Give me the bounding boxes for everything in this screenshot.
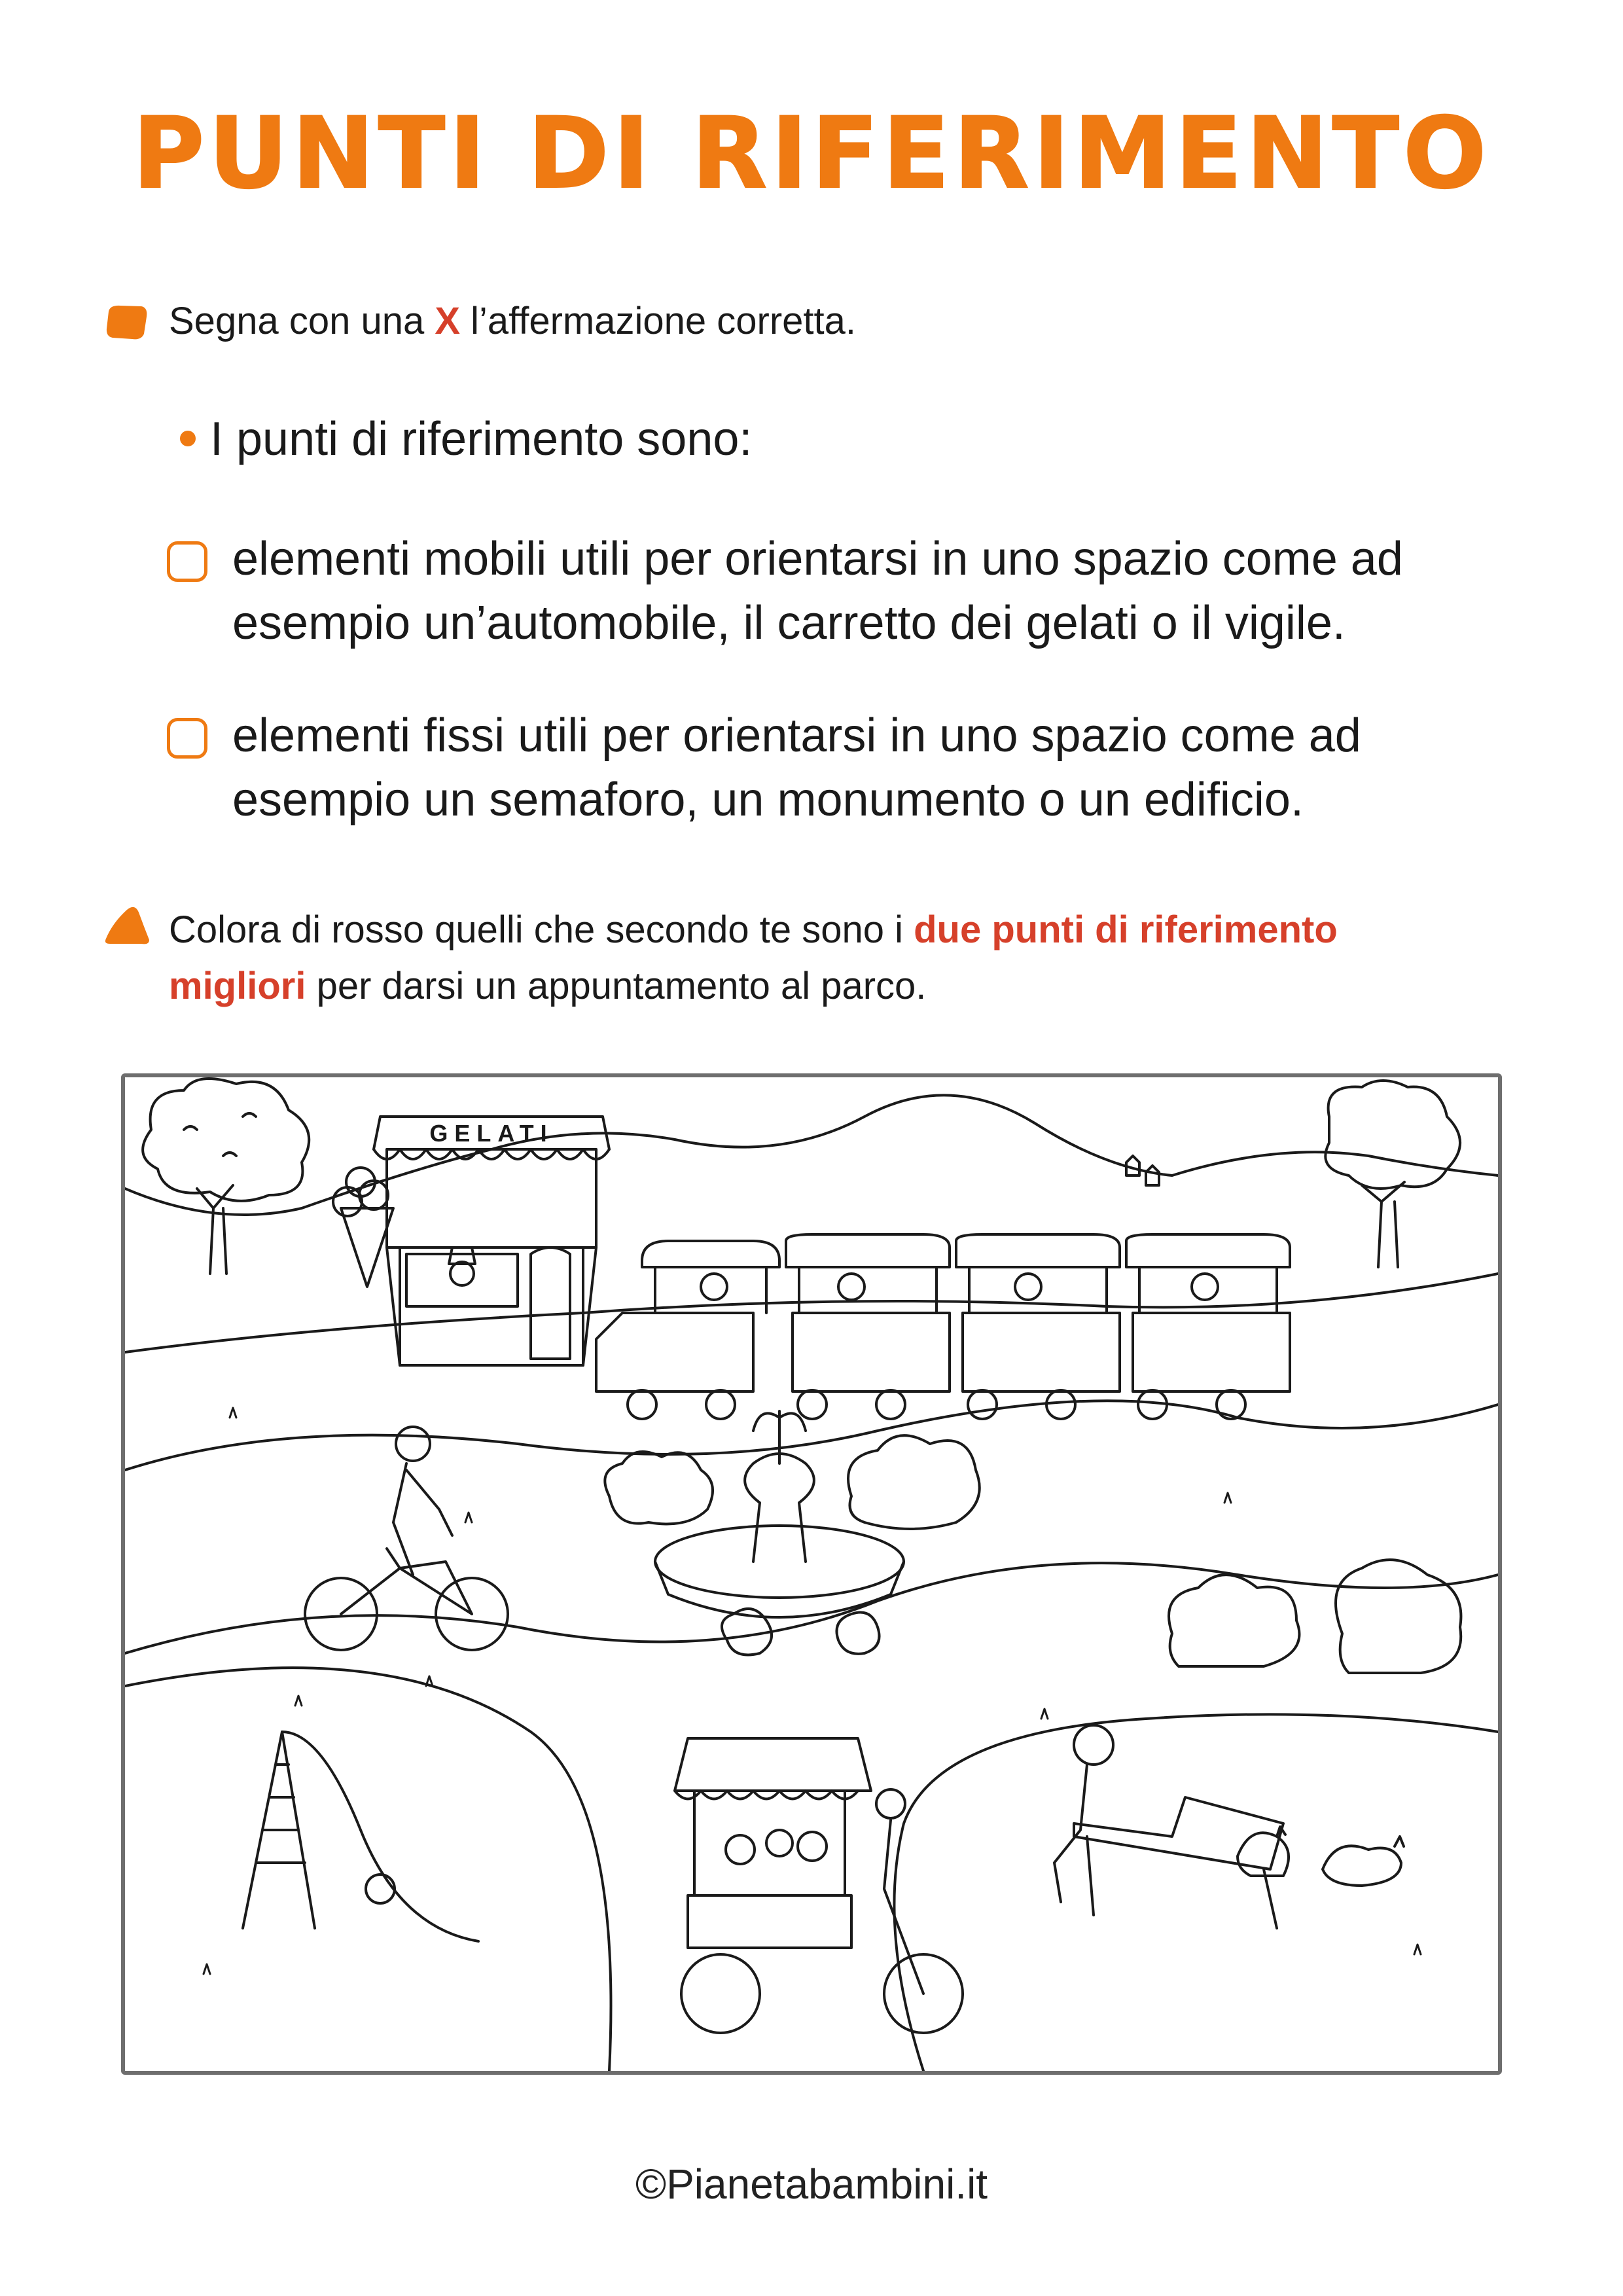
cat-right-icon [1323,1837,1404,1886]
park-illustration [121,1073,1502,2075]
instruction-text-end: l’affermazione corretta. [460,300,857,342]
instruction-text: Colora di rosso quelli che secondo te sono i [169,908,914,951]
highlight-text-2: migliori [169,965,306,1007]
path-lower-right [894,1714,1498,2071]
exercise-2-instruction [169,902,1543,1014]
exercise-1-marker-icon [103,302,149,342]
path-upper [125,1401,1498,1470]
bullet-dot-icon [180,431,196,446]
path-lower-left [125,1668,611,2071]
tree-left-icon [143,1079,309,1274]
option-fixed [167,704,1361,832]
candy-cart [675,1738,963,2033]
grass-tufts [204,1408,1421,1974]
tree-right-icon [1325,1081,1460,1267]
playground-slide [243,1732,478,1941]
fountain [655,1411,904,1617]
exercise-2-marker-icon [103,903,152,946]
instruction-text: Segna con una [169,300,435,342]
question [180,412,752,466]
exercise-1-instruction [169,293,856,350]
highlight-text-1: due punti di riferimento [914,908,1338,951]
hills-background [125,1095,1498,1215]
path-middle [125,1563,1498,1653]
option-fixed-checkbox[interactable] [167,718,207,759]
question-text: I punti di riferimento sono: [210,413,753,465]
bench-with-lady [1054,1725,1283,1928]
park-train [596,1234,1290,1419]
option-mobile-line1: elementi mobili utili per orientarsi in uno spazio come ad [232,533,1403,585]
copyright-footer: ©Pianetabambini.it [635,2161,988,2208]
instruction-text-end: per darsi un appuntamento al parco. [306,965,927,1007]
x-mark-text: X [435,300,461,342]
option-mobile-checkbox[interactable] [167,541,207,582]
option-mobile-line2: esempio un’automobile, il carretto dei gelati o il vigile. [232,597,1346,649]
kiosk-sign: GELATI [429,1120,554,1147]
option-fixed-line2: esempio un semaforo, un monumento o un edificio. [232,774,1304,826]
option-mobile [167,527,1403,655]
option-fixed-line1: elementi fissi utili per orientarsi in uno spazio come ad [232,709,1361,762]
page-title: PUNTI DI RIFERIMENTO [132,97,1491,211]
